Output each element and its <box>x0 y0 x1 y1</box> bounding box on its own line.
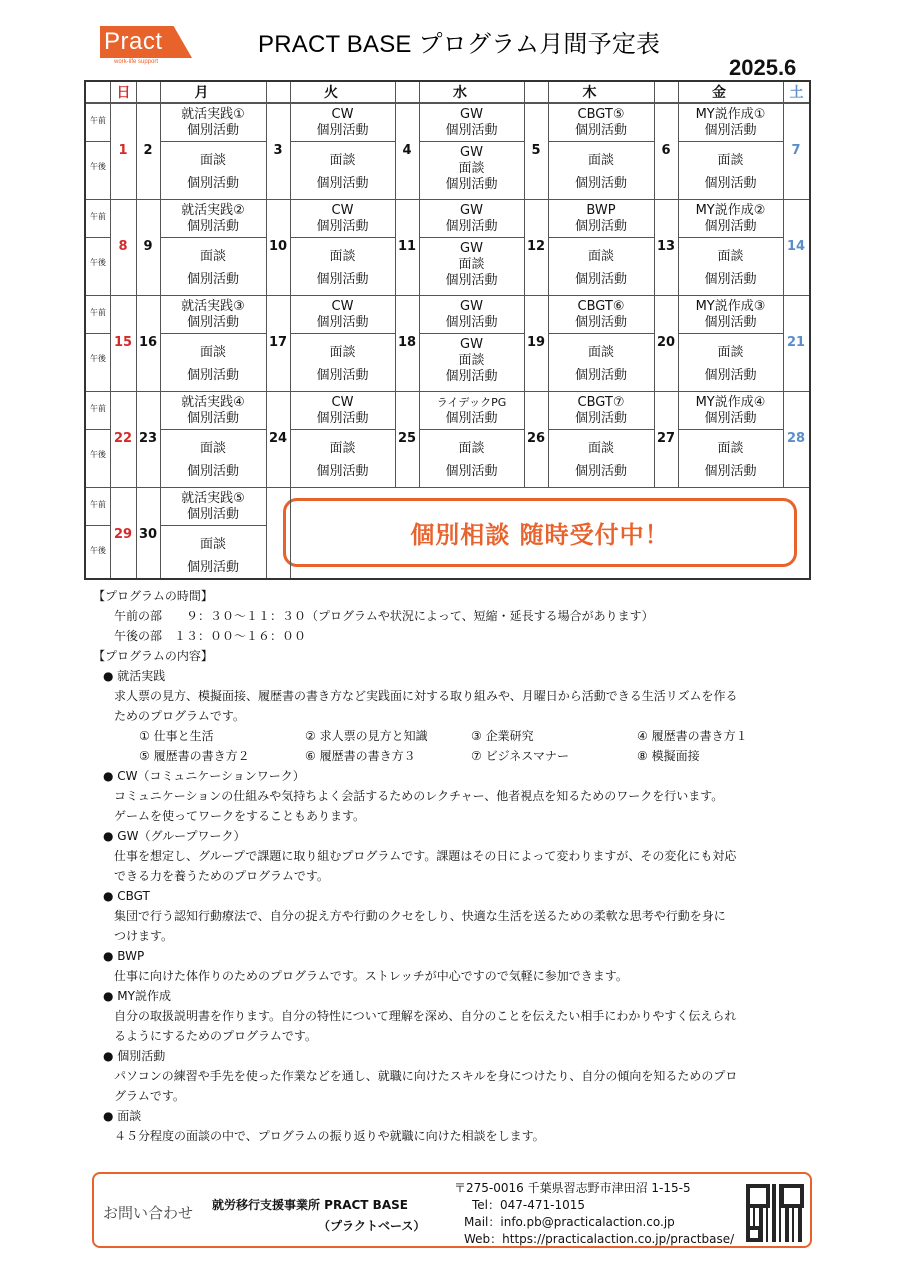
page-title: PRACT BASE プログラム月間予定表 <box>258 31 661 58</box>
column-divider <box>419 82 420 487</box>
sunday-date: 22 <box>113 431 133 446</box>
ampm-divider <box>160 333 266 334</box>
ampm-divider <box>160 429 266 430</box>
pm-label: 午後 <box>90 450 106 459</box>
pm-program: 面談 個別活動 <box>186 345 239 383</box>
contact-footer <box>92 1172 812 1248</box>
ampm-divider <box>160 141 266 142</box>
header-wed: 水 <box>395 82 524 103</box>
pm-program: 面談 個別活動 <box>574 345 627 383</box>
week-divider <box>86 199 809 200</box>
am-program: GW 個別活動 <box>445 299 498 330</box>
pm-program: GW 面談 個別活動 <box>445 241 498 288</box>
column-divider <box>136 487 137 578</box>
ampm-divider <box>548 429 654 430</box>
topics-row-1 <box>93 726 803 746</box>
sunday-date: 29 <box>113 527 133 542</box>
ampm-divider <box>86 237 110 238</box>
am-program: BWP 個別活動 <box>574 203 627 234</box>
schedule-date: 2025.6 <box>729 55 797 80</box>
item-desc: 求人票の見方、模擬面接、履歴書の書き方など実践面に対する取り組みや、月曜日から活動できる生活リズムを作る <box>114 689 738 703</box>
date-tue: 3 <box>273 143 283 158</box>
date-wed: 25 <box>397 431 417 446</box>
column-divider <box>678 82 679 487</box>
am-program: GW 個別活動 <box>445 107 498 138</box>
ampm-divider <box>290 141 395 142</box>
ampm-divider <box>86 141 110 142</box>
item-title: ● 個別活動 <box>103 1049 166 1063</box>
header-blank <box>86 82 110 103</box>
ampm-divider <box>548 237 654 238</box>
sunday-date: 15 <box>113 335 133 350</box>
am-program: CW 個別活動 <box>316 299 369 330</box>
topics-row-2 <box>93 746 803 766</box>
ampm-divider <box>419 237 524 238</box>
ampm-divider <box>290 429 395 430</box>
pm-program: 面談 個別活動 <box>186 249 239 287</box>
topic: ⑤ 履歴書の書き方２ <box>139 749 250 763</box>
item-desc: パソコンの練習や手先を使った作業などを通し、就職に向けたスキルを身につけたり、自分の傾向を知るためのプロ <box>114 1069 738 1083</box>
saturday-date: 7 <box>791 143 801 158</box>
am-program: CW 個別活動 <box>316 395 369 426</box>
column-divider <box>654 82 655 487</box>
date-fri: 6 <box>661 143 671 158</box>
pm-program: GW 面談 個別活動 <box>445 337 498 384</box>
ampm-divider <box>419 333 524 334</box>
date-mon: 30 <box>138 527 158 542</box>
date-wed: 4 <box>402 143 412 158</box>
ampm-divider <box>290 237 395 238</box>
date-wed: 11 <box>397 239 417 254</box>
item-desc: ためのプログラムです。 <box>114 709 245 723</box>
pm-program: 面談 個別活動 <box>574 441 627 479</box>
date-mon: 2 <box>143 143 153 158</box>
am-label: 午前 <box>90 308 106 317</box>
item-desc: つけます。 <box>114 929 174 943</box>
topic: ⑧ 模擬面接 <box>637 749 700 763</box>
week-divider <box>86 487 809 488</box>
ampm-divider <box>160 237 266 238</box>
column-divider <box>160 487 161 578</box>
header-sat: 土 <box>783 82 809 103</box>
pm-program: 面談 個別活動 <box>704 249 757 287</box>
pm-program: 面談 個別活動 <box>574 249 627 287</box>
sunday-date: 1 <box>118 143 128 158</box>
date-tue: 17 <box>268 335 288 350</box>
item-desc: るようにするためのプログラムです。 <box>114 1029 317 1043</box>
am-program: CW 個別活動 <box>316 107 369 138</box>
am-label: 午前 <box>90 212 106 221</box>
item-title: ● GW（グループワーク） <box>103 829 246 843</box>
date-fri: 13 <box>656 239 676 254</box>
ampm-divider <box>419 141 524 142</box>
column-divider <box>395 82 396 487</box>
pract-logo <box>100 26 192 66</box>
logo-text: Pract <box>104 28 163 55</box>
am-program: 就活実践⑤ 個別活動 <box>181 491 245 522</box>
pm-program: 面談 個別活動 <box>316 345 369 383</box>
header-sun: 日 <box>110 82 136 103</box>
am-program: MY説作成③ 個別活動 <box>695 299 766 330</box>
email-link[interactable]: Mail：info.pb@practicalaction.co.jp <box>464 1215 675 1229</box>
topic: ② 求人票の見方と知識 <box>305 729 428 743</box>
ampm-divider <box>86 429 110 430</box>
column-divider <box>783 82 784 487</box>
item-desc: ゲームを使ってワークをすることもあります。 <box>114 809 366 823</box>
am-program: GW 個別活動 <box>445 203 498 234</box>
web-link[interactable]: Web：https://practicalaction.co.jp/practbase/ <box>464 1232 735 1246</box>
date-fri: 27 <box>656 431 676 446</box>
am-program: 就活実践② 個別活動 <box>181 203 245 234</box>
header-tue: 火 <box>266 82 395 103</box>
header-thu: 木 <box>524 82 654 103</box>
item-desc: できる力を養うためのプログラムです。 <box>114 869 329 883</box>
am-time: 午前の部 ９：３０～１１：３０（プログラムや状況によって、短縮・延長する場合があります） <box>114 609 654 623</box>
am-program: CBGT⑦ 個別活動 <box>574 395 627 426</box>
ampm-divider <box>678 141 783 142</box>
org-kana: （プラクトベース） <box>318 1219 426 1233</box>
item-title: ● 面談 <box>103 1109 142 1123</box>
monthly-calendar <box>84 80 811 580</box>
pm-label: 午後 <box>90 258 106 267</box>
pm-program: 面談 個別活動 <box>574 153 627 191</box>
column-divider <box>290 82 291 578</box>
date-mon: 16 <box>138 335 158 350</box>
org-name: 就労移行支援事業所 PRACT BASE <box>212 1198 408 1212</box>
item-title: ● BWP <box>103 949 145 963</box>
date-fri: 20 <box>656 335 676 350</box>
pm-program: 面談 個別活動 <box>445 441 498 479</box>
am-label: 午前 <box>90 116 106 125</box>
topic: ① 仕事と生活 <box>139 729 214 743</box>
saturday-date: 28 <box>786 431 806 446</box>
date-mon: 23 <box>138 431 158 446</box>
pm-program: 面談 個別活動 <box>704 345 757 383</box>
pm-program: 面談 個別活動 <box>316 153 369 191</box>
sunday-date: 8 <box>118 239 128 254</box>
time-heading: 【プログラムの時間】 <box>93 589 213 603</box>
am-program: CBGT⑥ 個別活動 <box>574 299 627 330</box>
date-thu: 5 <box>531 143 541 158</box>
column-divider <box>548 82 549 487</box>
week-divider <box>86 391 809 392</box>
pm-program: 面談 個別活動 <box>186 153 239 191</box>
content-heading: 【プログラムの内容】 <box>93 649 213 663</box>
ampm-divider <box>548 333 654 334</box>
pm-program: 面談 個別活動 <box>704 153 757 191</box>
logo-tagline: work-life support <box>114 59 159 65</box>
am-label: 午前 <box>90 404 106 413</box>
pm-program: GW 面談 個別活動 <box>445 145 498 192</box>
header-mon: 月 <box>136 82 266 103</box>
topic: ⑥ 履歴書の書き方３ <box>305 749 416 763</box>
pm-label: 午後 <box>90 162 106 171</box>
consult-banner: 個別相談 随時受付中！ <box>283 498 797 567</box>
header-fri: 金 <box>654 82 783 103</box>
program-info <box>93 586 803 1146</box>
ampm-divider <box>678 429 783 430</box>
date-thu: 26 <box>526 431 546 446</box>
date-mon: 9 <box>143 239 153 254</box>
ampm-divider <box>86 525 110 526</box>
pm-label: 午後 <box>90 354 106 363</box>
ampm-divider <box>86 333 110 334</box>
item-title: ● CBGT <box>103 889 150 903</box>
column-divider <box>110 487 111 578</box>
date-wed: 18 <box>397 335 417 350</box>
am-program: MY説作成④ 個別活動 <box>695 395 766 426</box>
column-divider <box>524 82 525 487</box>
item-desc: コミュニケーションの仕組みや気持ちよく会話するためのレクチャー、他者視点を知るためのワークを行います。 <box>114 789 724 803</box>
item-title: ● CW（コミュニケーションワーク） <box>103 769 305 783</box>
am-program: 就活実践③ 個別活動 <box>181 299 245 330</box>
date-thu: 12 <box>526 239 546 254</box>
pm-program: 面談 個別活動 <box>316 441 369 479</box>
am-program: MY説作成① 個別活動 <box>695 107 766 138</box>
am-program: CW 個別活動 <box>316 203 369 234</box>
address: 〒275-0016 千葉県習志野市津田沼 1-15-5 <box>454 1181 691 1195</box>
am-program: MY説作成② 個別活動 <box>695 203 766 234</box>
qr-code-icon[interactable] <box>746 1184 804 1242</box>
saturday-date: 14 <box>786 239 806 254</box>
pm-program: 面談 個別活動 <box>186 537 239 575</box>
pm-program: 面談 個別活動 <box>704 441 757 479</box>
week-divider <box>86 295 809 296</box>
pm-program: 面談 個別活動 <box>316 249 369 287</box>
pm-label: 午後 <box>90 546 106 555</box>
item-desc: 集団で行う認知行動療法で、自分の捉え方や行動のクセをしり、快適な生活を送るための柔軟な思考や行動を身に <box>114 909 726 923</box>
am-program: 就活実践④ 個別活動 <box>181 395 245 426</box>
topic: ④ 履歴書の書き方１ <box>637 729 748 743</box>
contact-label: お問い合わせ <box>103 1204 194 1222</box>
ampm-divider <box>160 525 266 526</box>
item-desc: ４５分程度の面談の中で、プログラムの振り返りや就職に向けた相談をします。 <box>114 1129 545 1143</box>
contact-details <box>454 1180 734 1248</box>
am-program: CBGT⑤ 個別活動 <box>574 107 627 138</box>
item-desc: 自分の取扱説明書を作ります。自分の特性について理解を深め、自分のことを伝えたい相手にわかりやすく伝えられ <box>114 1009 737 1023</box>
am-label: 午前 <box>90 500 106 509</box>
am-program: 就活実践① 個別活動 <box>181 107 245 138</box>
pm-time: 午後の部 １３：００～１６：００ <box>114 629 307 643</box>
date-tue: 24 <box>268 431 288 446</box>
item-title: ● MY説作成 <box>103 989 171 1003</box>
ampm-divider <box>548 141 654 142</box>
item-desc: グラムです。 <box>114 1089 185 1103</box>
ampm-divider <box>678 237 783 238</box>
item-desc: 仕事に向けた体作りのためのプログラムです。ストレッチが中心ですので気軽に参加できます。 <box>114 969 628 983</box>
ampm-divider <box>290 333 395 334</box>
ampm-divider <box>419 429 524 430</box>
am-program: ライデックPG 個別活動 <box>436 396 507 426</box>
ampm-divider <box>678 333 783 334</box>
column-divider <box>266 487 267 578</box>
saturday-date: 21 <box>786 335 806 350</box>
pm-program: 面談 個別活動 <box>186 441 239 479</box>
date-thu: 19 <box>526 335 546 350</box>
week-divider <box>86 103 809 104</box>
topic: ⑦ ビジネスマナー <box>471 749 569 763</box>
item-desc: 仕事を想定し、グループで課題に取り組むプログラムです。課題はその日によって変わりますが、その変化にも対応 <box>114 849 737 863</box>
item-title: ● 就活実践 <box>103 669 166 683</box>
tel[interactable]: Tel：047-471-1015 <box>472 1198 586 1212</box>
topic: ③ 企業研究 <box>471 729 534 743</box>
date-tue: 10 <box>268 239 288 254</box>
